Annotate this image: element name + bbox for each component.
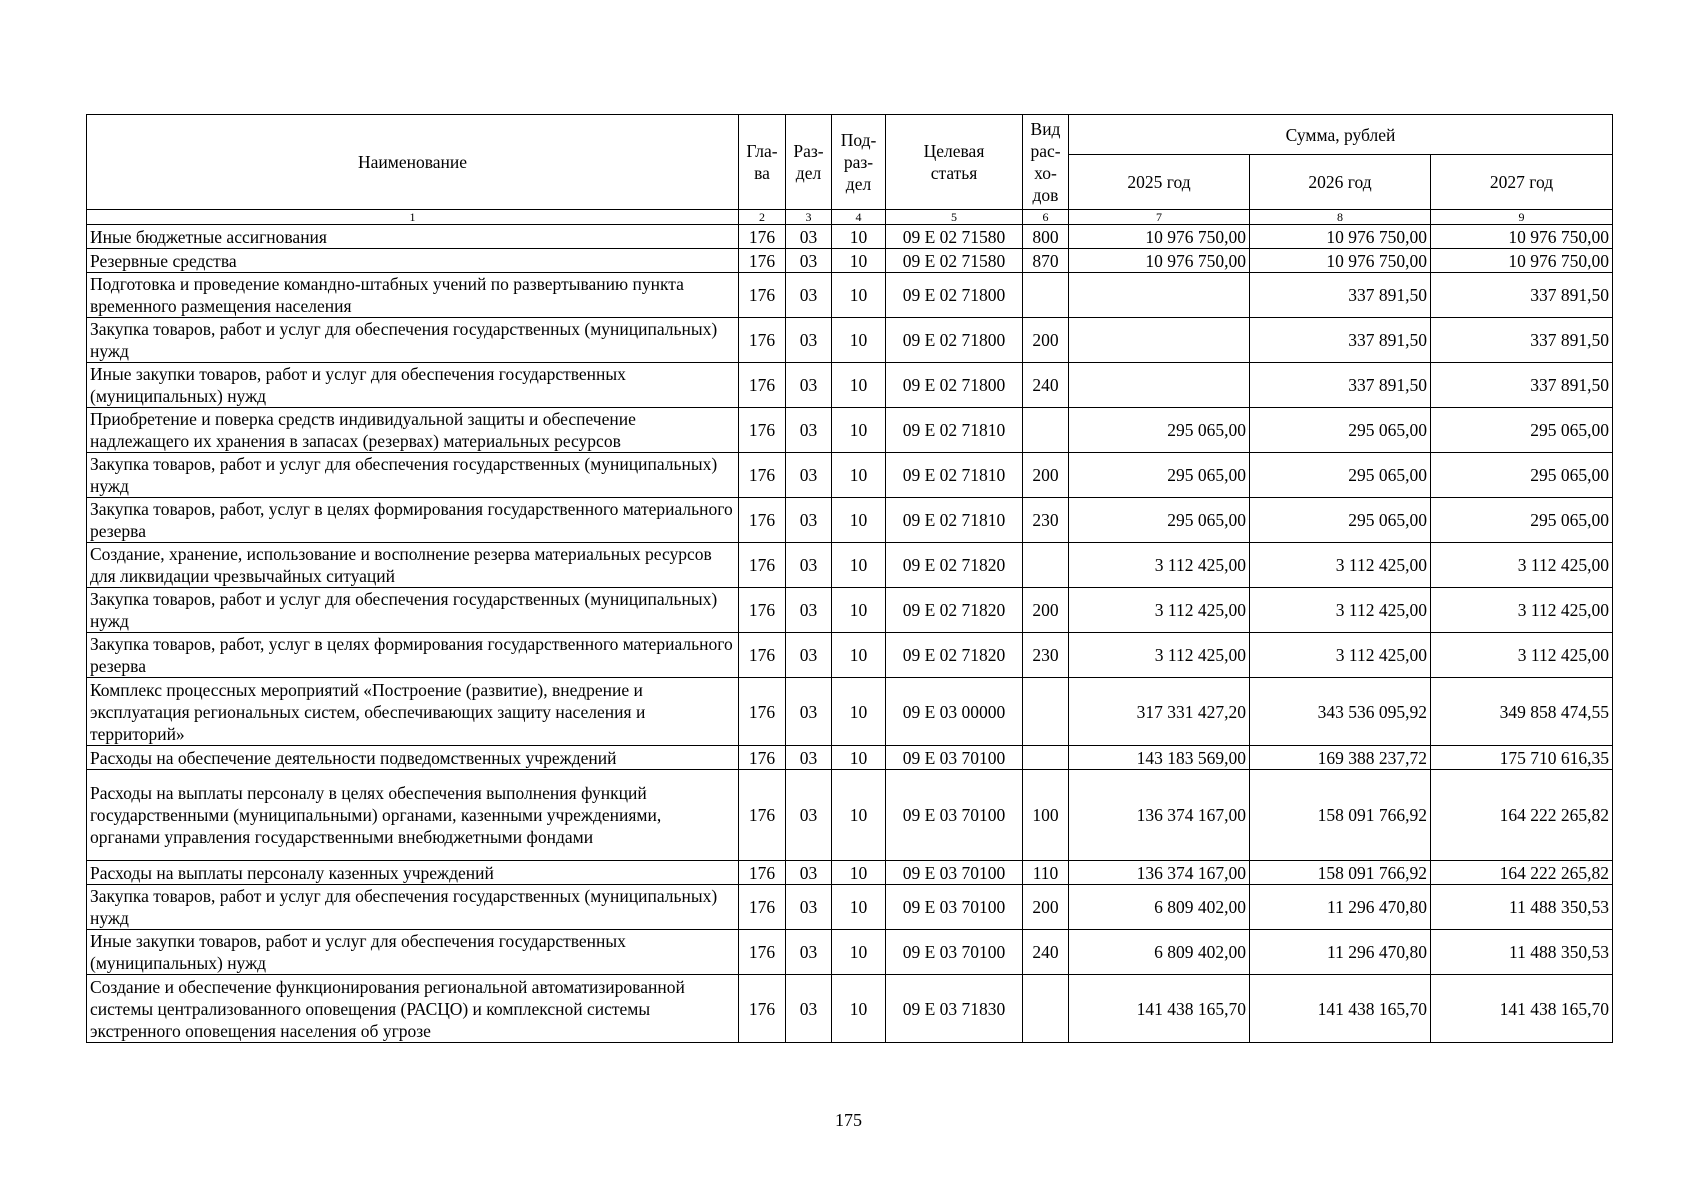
cell-2027: 164 222 265,82: [1431, 861, 1613, 885]
cell-2026: 10 976 750,00: [1250, 225, 1431, 249]
cell-2025: [1069, 318, 1250, 363]
cell-podrazdel: 10: [832, 861, 886, 885]
cell-2025: 136 374 167,00: [1069, 861, 1250, 885]
cell-2025: 10 976 750,00: [1069, 249, 1250, 273]
cell-glava: 176: [739, 975, 786, 1043]
column-number: 4: [832, 210, 886, 225]
cell-glava: 176: [739, 225, 786, 249]
cell-glava: 176: [739, 363, 786, 408]
table-row: [87, 930, 1613, 975]
cell-2026: 337 891,50: [1250, 318, 1431, 363]
cell-2027: 337 891,50: [1431, 318, 1613, 363]
cell-target: 09 Е 03 70100: [886, 746, 1023, 770]
cell-name: Приобретение и поверка средств индивидуальной защиты и обеспечение надлежащего их хранения в запасах (резервах) материальных ресурсов: [87, 408, 739, 453]
cell-glava: 176: [739, 861, 786, 885]
cell-podrazdel: 10: [832, 588, 886, 633]
cell-2026: 158 091 766,92: [1250, 861, 1431, 885]
cell-target: 09 Е 03 70100: [886, 930, 1023, 975]
cell-podrazdel: 10: [832, 363, 886, 408]
cell-2026: 11 296 470,80: [1250, 885, 1431, 930]
header-target: Целевая статья: [886, 115, 1023, 210]
header-year-2026: 2026 год: [1250, 155, 1431, 210]
cell-podrazdel: 10: [832, 885, 886, 930]
cell-podrazdel: 10: [832, 543, 886, 588]
cell-name: Закупка товаров, работ и услуг для обеспечения государственных (муниципальных) нужд: [87, 885, 739, 930]
cell-name: Закупка товаров, работ и услуг для обеспечения государственных (муниципальных) нужд: [87, 318, 739, 363]
cell-vid: [1023, 408, 1069, 453]
cell-target: 09 Е 02 71810: [886, 453, 1023, 498]
header-name: Наименование: [87, 115, 739, 210]
cell-name: Иные закупки товаров, работ и услуг для обеспечения государственных (муниципальных) нужд: [87, 363, 739, 408]
table-row: [87, 249, 1613, 273]
cell-podrazdel: 10: [832, 975, 886, 1043]
cell-2027: 349 858 474,55: [1431, 678, 1613, 746]
cell-vid: 240: [1023, 930, 1069, 975]
cell-razdel: 03: [786, 273, 832, 318]
cell-target: 09 Е 02 71820: [886, 633, 1023, 678]
cell-razdel: 03: [786, 318, 832, 363]
cell-2025: [1069, 273, 1250, 318]
cell-vid: [1023, 273, 1069, 318]
cell-razdel: 03: [786, 678, 832, 746]
cell-2025: 295 065,00: [1069, 408, 1250, 453]
cell-podrazdel: 10: [832, 770, 886, 861]
budget-table-container: [86, 114, 1612, 1043]
cell-2027: 141 438 165,70: [1431, 975, 1613, 1043]
cell-target: 09 Е 02 71820: [886, 543, 1023, 588]
cell-2026: 158 091 766,92: [1250, 770, 1431, 861]
cell-glava: 176: [739, 770, 786, 861]
cell-vid: 100: [1023, 770, 1069, 861]
cell-name: Подготовка и проведение командно-штабных учений по развертыванию пункта временного размещения населения: [87, 273, 739, 318]
cell-2025: 3 112 425,00: [1069, 588, 1250, 633]
cell-razdel: 03: [786, 363, 832, 408]
table-body: [87, 225, 1613, 1043]
cell-vid: [1023, 975, 1069, 1043]
cell-2027: 295 065,00: [1431, 408, 1613, 453]
cell-2025: 3 112 425,00: [1069, 543, 1250, 588]
header-sum: Сумма, рублей: [1069, 115, 1613, 155]
cell-vid: 230: [1023, 498, 1069, 543]
cell-target: 09 Е 03 00000: [886, 678, 1023, 746]
cell-vid: 870: [1023, 249, 1069, 273]
cell-name: Резервные средства: [87, 249, 739, 273]
cell-2025: 3 112 425,00: [1069, 633, 1250, 678]
cell-razdel: 03: [786, 930, 832, 975]
cell-target: 09 Е 02 71800: [886, 273, 1023, 318]
cell-name: Расходы на обеспечение деятельности подведомственных учреждений: [87, 746, 739, 770]
cell-podrazdel: 10: [832, 273, 886, 318]
table-row: [87, 363, 1613, 408]
cell-target: 09 Е 02 71580: [886, 225, 1023, 249]
page-number: 175: [835, 1110, 862, 1130]
cell-2025: 295 065,00: [1069, 498, 1250, 543]
cell-target: 09 Е 02 71800: [886, 363, 1023, 408]
cell-target: 09 Е 02 71800: [886, 318, 1023, 363]
cell-vid: 200: [1023, 588, 1069, 633]
cell-2026: 337 891,50: [1250, 363, 1431, 408]
cell-2026: 343 536 095,92: [1250, 678, 1431, 746]
cell-glava: 176: [739, 588, 786, 633]
cell-target: 09 Е 03 70100: [886, 885, 1023, 930]
column-number: 5: [886, 210, 1023, 225]
table-row: [87, 273, 1613, 318]
column-number: 6: [1023, 210, 1069, 225]
cell-vid: 200: [1023, 453, 1069, 498]
cell-podrazdel: 10: [832, 453, 886, 498]
table-row: [87, 498, 1613, 543]
table-row: [87, 543, 1613, 588]
cell-razdel: 03: [786, 453, 832, 498]
table-header: [87, 115, 1613, 225]
cell-vid: 240: [1023, 363, 1069, 408]
cell-razdel: 03: [786, 746, 832, 770]
table-row: [87, 975, 1613, 1043]
cell-2026: 11 296 470,80: [1250, 930, 1431, 975]
cell-glava: 176: [739, 498, 786, 543]
cell-podrazdel: 10: [832, 249, 886, 273]
cell-glava: 176: [739, 885, 786, 930]
cell-podrazdel: 10: [832, 408, 886, 453]
cell-2025: 136 374 167,00: [1069, 770, 1250, 861]
table-row: [87, 588, 1613, 633]
cell-2027: 10 976 750,00: [1431, 225, 1613, 249]
cell-vid: 200: [1023, 318, 1069, 363]
cell-razdel: 03: [786, 770, 832, 861]
cell-2027: 175 710 616,35: [1431, 746, 1613, 770]
header-vid: Вид рас- хо- дов: [1023, 115, 1069, 210]
cell-razdel: 03: [786, 543, 832, 588]
cell-podrazdel: 10: [832, 746, 886, 770]
cell-target: 09 Е 02 71810: [886, 498, 1023, 543]
cell-target: 09 Е 03 70100: [886, 861, 1023, 885]
table-row: [87, 633, 1613, 678]
cell-razdel: 03: [786, 975, 832, 1043]
cell-vid: 200: [1023, 885, 1069, 930]
column-number: 3: [786, 210, 832, 225]
cell-razdel: 03: [786, 408, 832, 453]
header-podrazdel: Под- раз- дел: [832, 115, 886, 210]
cell-2026: 295 065,00: [1250, 408, 1431, 453]
cell-2027: 11 488 350,53: [1431, 885, 1613, 930]
cell-target: 09 Е 02 71580: [886, 249, 1023, 273]
cell-2026: 3 112 425,00: [1250, 588, 1431, 633]
column-number: 7: [1069, 210, 1250, 225]
cell-name: Создание, хранение, использование и восполнение резерва материальных ресурсов для ликвидации чрезвычайных ситуаций: [87, 543, 739, 588]
cell-2025: 141 438 165,70: [1069, 975, 1250, 1043]
cell-razdel: 03: [786, 885, 832, 930]
cell-podrazdel: 10: [832, 930, 886, 975]
cell-name: Расходы на выплаты персоналу казенных учреждений: [87, 861, 739, 885]
cell-2027: 295 065,00: [1431, 453, 1613, 498]
cell-target: 09 Е 03 70100: [886, 770, 1023, 861]
cell-2026: 3 112 425,00: [1250, 543, 1431, 588]
cell-name: Закупка товаров, работ, услуг в целях формирования государственного материального резерва: [87, 498, 739, 543]
cell-name: Создание и обеспечение функционирования региональной автоматизированной системы централизованного оповещения (РАСЦО) и комплексной системы экстренного оповещения населения об угрозе: [87, 975, 739, 1043]
cell-2027: 295 065,00: [1431, 498, 1613, 543]
column-number: 1: [87, 210, 739, 225]
cell-2026: 169 388 237,72: [1250, 746, 1431, 770]
column-number: 8: [1250, 210, 1431, 225]
budget-table: [86, 114, 1613, 1043]
cell-2027: 11 488 350,53: [1431, 930, 1613, 975]
cell-vid: [1023, 543, 1069, 588]
cell-2026: 337 891,50: [1250, 273, 1431, 318]
cell-glava: 176: [739, 249, 786, 273]
cell-2025: 317 331 427,20: [1069, 678, 1250, 746]
cell-2027: 164 222 265,82: [1431, 770, 1613, 861]
cell-2025: 6 809 402,00: [1069, 930, 1250, 975]
table-row: [87, 746, 1613, 770]
cell-2025: 143 183 569,00: [1069, 746, 1250, 770]
cell-2027: 3 112 425,00: [1431, 633, 1613, 678]
cell-razdel: 03: [786, 861, 832, 885]
cell-glava: 176: [739, 318, 786, 363]
cell-2026: 10 976 750,00: [1250, 249, 1431, 273]
cell-glava: 176: [739, 273, 786, 318]
cell-vid: 110: [1023, 861, 1069, 885]
cell-podrazdel: 10: [832, 318, 886, 363]
cell-2025: 6 809 402,00: [1069, 885, 1250, 930]
cell-2026: 295 065,00: [1250, 498, 1431, 543]
cell-glava: 176: [739, 408, 786, 453]
table-row: [87, 885, 1613, 930]
table-row: [87, 453, 1613, 498]
cell-name: Закупка товаров, работ и услуг для обеспечения государственных (муниципальных) нужд: [87, 588, 739, 633]
cell-vid: 800: [1023, 225, 1069, 249]
cell-podrazdel: 10: [832, 498, 886, 543]
cell-2027: 3 112 425,00: [1431, 543, 1613, 588]
cell-glava: 176: [739, 453, 786, 498]
cell-target: 09 Е 02 71820: [886, 588, 1023, 633]
cell-2027: 3 112 425,00: [1431, 588, 1613, 633]
header-year-2027: 2027 год: [1431, 155, 1613, 210]
cell-razdel: 03: [786, 225, 832, 249]
header-year-2025: 2025 год: [1069, 155, 1250, 210]
cell-name: Комплекс процессных мероприятий «Построение (развитие), внедрение и эксплуатация региональных систем, обеспечивающих защиту населения и территорий»: [87, 678, 739, 746]
cell-2026: 3 112 425,00: [1250, 633, 1431, 678]
cell-podrazdel: 10: [832, 225, 886, 249]
cell-podrazdel: 10: [832, 678, 886, 746]
table-row: [87, 318, 1613, 363]
cell-2027: 10 976 750,00: [1431, 249, 1613, 273]
column-number: 9: [1431, 210, 1613, 225]
cell-2026: 295 065,00: [1250, 453, 1431, 498]
cell-razdel: 03: [786, 249, 832, 273]
cell-glava: 176: [739, 746, 786, 770]
table-row: [87, 861, 1613, 885]
cell-name: Иные бюджетные ассигнования: [87, 225, 739, 249]
cell-target: 09 Е 03 71830: [886, 975, 1023, 1043]
cell-name: Расходы на выплаты персоналу в целях обеспечения выполнения функций государственными (муниципальными) органами, казенными учреждениями, органами управления государственными внебюджетными фондами: [87, 770, 739, 861]
cell-target: 09 Е 02 71810: [886, 408, 1023, 453]
cell-name: Закупка товаров, работ, услуг в целях формирования государственного материального резерва: [87, 633, 739, 678]
column-number-row: [87, 210, 1613, 225]
header-glava: Гла- ва: [739, 115, 786, 210]
cell-vid: [1023, 678, 1069, 746]
table-row: [87, 678, 1613, 746]
cell-glava: 176: [739, 930, 786, 975]
cell-name: Иные закупки товаров, работ и услуг для обеспечения государственных (муниципальных) нужд: [87, 930, 739, 975]
cell-2027: 337 891,50: [1431, 273, 1613, 318]
cell-razdel: 03: [786, 633, 832, 678]
cell-razdel: 03: [786, 588, 832, 633]
cell-podrazdel: 10: [832, 633, 886, 678]
cell-vid: 230: [1023, 633, 1069, 678]
table-row: [87, 408, 1613, 453]
cell-2025: 10 976 750,00: [1069, 225, 1250, 249]
cell-glava: 176: [739, 678, 786, 746]
cell-2027: 337 891,50: [1431, 363, 1613, 408]
cell-2026: 141 438 165,70: [1250, 975, 1431, 1043]
cell-glava: 176: [739, 543, 786, 588]
cell-name: Закупка товаров, работ и услуг для обеспечения государственных (муниципальных) нужд: [87, 453, 739, 498]
cell-razdel: 03: [786, 498, 832, 543]
cell-2025: 295 065,00: [1069, 453, 1250, 498]
table-row: [87, 770, 1613, 861]
table-row: [87, 225, 1613, 249]
cell-2025: [1069, 363, 1250, 408]
header-razdel: Раз- дел: [786, 115, 832, 210]
cell-vid: [1023, 746, 1069, 770]
cell-glava: 176: [739, 633, 786, 678]
column-number: 2: [739, 210, 786, 225]
